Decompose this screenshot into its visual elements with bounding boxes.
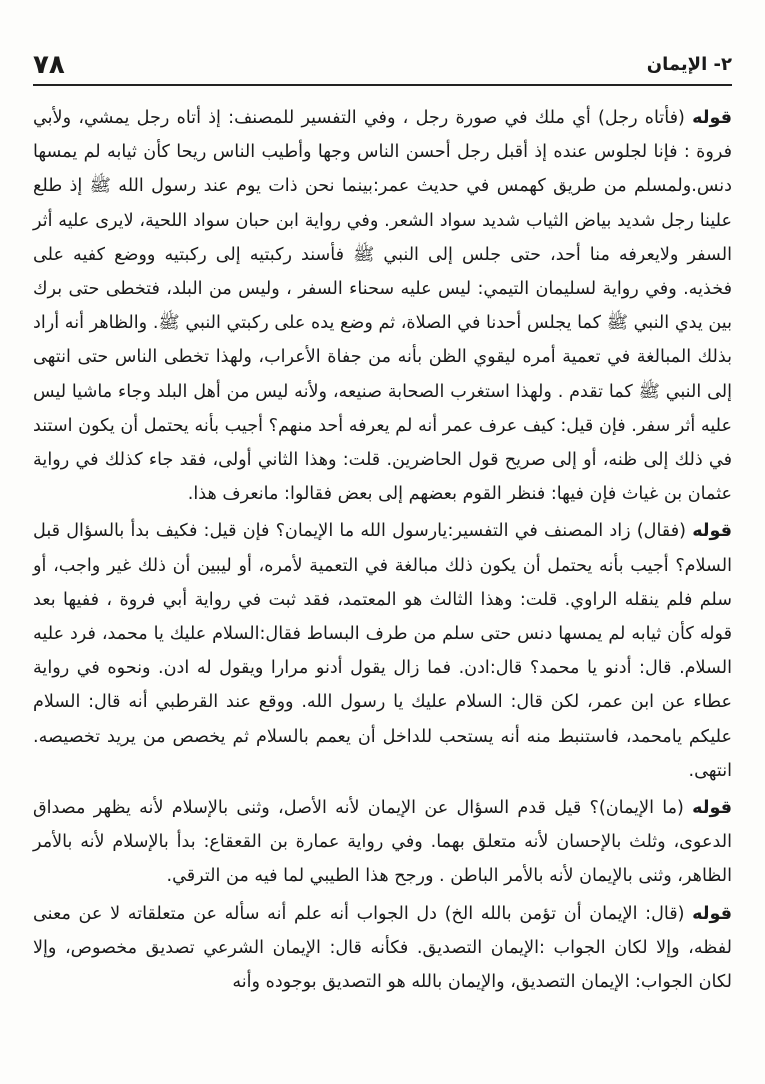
commentary-body xyxy=(33,101,732,1002)
paragraph-text: (قال: الإيمان أن تؤمن بالله الخ) دل الجواب أنه علم أنه سأله عن متعلقاته لا عن معنى لفظه، وإلا لكان الجواب :الإيمان التصديق. فكأنه قال: الإيمان الشرعي تصديق مخصوص، وإلا لكان الجواب: الإيمان التصديق، والإيمان بالله هو التصديق بوجوده وأنه xyxy=(33,903,732,993)
header-divider xyxy=(33,84,732,86)
page-header xyxy=(33,46,732,78)
paragraph-text: (فقال) زاد المصنف في التفسير:يارسول الله ما الإيمان؟ فإن قيل: فكيف بدأ بالسؤال قبل السلام؟ أجيب بأنه يحتمل أن يكون ذلك مبالغة في التعمية لأمره، أو ليبين أن ذلك غير واجب، أو سلم فلم ينقله الراوي. قلت: وهذا الثالث هو المعتمد، فقد ثبت في رواية أبي فروة ، ففيها بعد قوله كأن ثيابه لم يمسها دنس حتى سلم من طرف البساط فقال:السلام عليك يا محمد، فرد عليه السلام. قال: أدنو يا محمد؟ قال:ادن. فما زال يقول أدنو مرارا ويقول له ادن. ونحوه في رواية عطاء عن ابن عمر، لكن قال: السلام عليك يا رسول الله. ووقع عند القرطبي أنه قال: السلام عليكم يامحمد، فاستنبط منه أنه يستحب للداخل أن يعمم بالسلام ثم يخصص من يريد تخصيصه. انتهى. xyxy=(33,521,732,781)
paragraph-lead-word: قوله xyxy=(692,903,732,924)
paragraph-text: (ما الإيمان)؟ قيل قدم السؤال عن الإيمان لأنه الأصل، وثنى بالإسلام لأنه يظهر مصداق الدعوى، وثلث بالإحسان لأنه متعلق بهما. وفي رواية عمارة بن القعقاع: بدأ بالإسلام لأنه بالأمر الظاهر، وثنى بالإيمان لأنه بالأمر الباطن . ورجح هذا الطيبي لما فيه من الترقي. xyxy=(33,798,732,887)
paragraph-lead-word: قوله xyxy=(692,521,733,542)
page-number: ٧٨ xyxy=(33,50,65,80)
paragraph-text: (فأتاه رجل) أي ملك في صورة رجل ، وفي التفسير للمصنف: إذ أتاه رجل يمشي، ولأبي فروة : فإنا لجلوس عنده إذ أقبل رجل أحسن الناس وجها وأطيب الناس ريحا كأن ثيابه لم يمسها دنس.ولمسلم من طريق كهمس في حديث عمر:بينما نحن ذات يوم عند رسول الله ﷺ إذ طلع علينا رجل شديد بياض الثياب شديد سواد الشعر. وفي رواية ابن حبان سواد اللحية، لايرى عليه أثر السفر ولايعرفه منا أحد، حتى جلس إلى النبي ﷺ فأسند ركبتيه إلى ركبتيه ووضع كفيه على فخذيه. وفي رواية لسليمان التيمي: ليس عليه سحناء السفر ، وليس من البلد، فتخطى حتى برك بين يدي النبي ﷺ كما يجلس أحدنا في الصلاة، ثم وضع يده على ركبتي النبي ﷺ. والظاهر أنه أراد بذلك المبالغة في تعمية أمره ليقوي الظن بأنه من جفاة الأعراب، ولهذا تخطى الناس حتى انتهى إلى النبي ﷺ كما تقدم . ولهذا استغرب الصحابة صنيعه، ولأنه ليس من أهل البلد وجاء ماشيا ليس عليه أثر سفر. فإن قيل: كيف عرف عمر أنه لم يعرفه أحد منهم؟ أجيب بأنه يحتمل أن يكون استند في ذلك إلى ظنه، أو إلى صريح قول الحاضرين. قلت: وهذا الثاني أولى، فقد جاء كذلك في رواية عثمان بن غياث فإن فيها: فنظر القوم بعضهم إلى بعض فقالوا: مانعرف هذا. xyxy=(33,108,732,505)
paragraph-lead-word: قوله xyxy=(692,798,732,819)
chapter-title: ٢- الإيمان xyxy=(646,54,732,75)
paragraph-fataahu-rajul xyxy=(33,101,732,511)
paragraph-ma-al-iman xyxy=(33,791,732,894)
paragraph-qala-al-iman xyxy=(33,897,732,1000)
paragraph-lead-word: قوله xyxy=(692,108,732,128)
paragraph-faqala xyxy=(33,514,732,788)
